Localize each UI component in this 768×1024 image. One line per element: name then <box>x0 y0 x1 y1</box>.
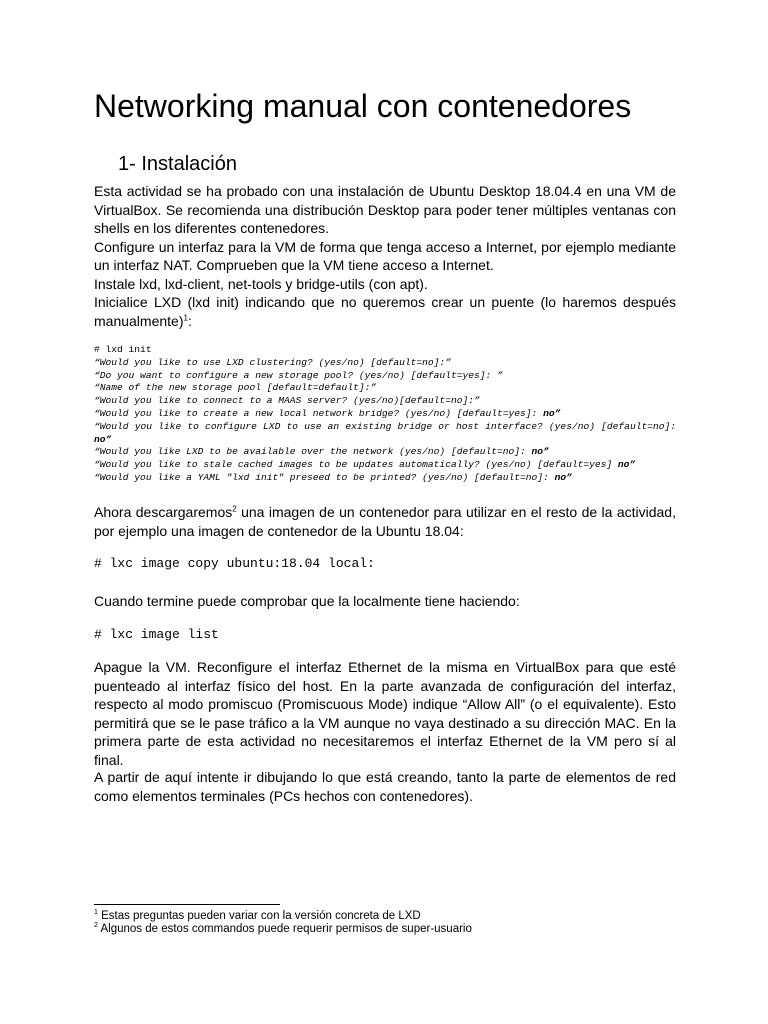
lxd-question-5-text: “Would you like to create a new local network bridge? (yes/no) [default=yes]: <box>94 407 538 419</box>
intro-line-1: Esta actividad se ha probado con una instalación de Ubuntu Desktop 18.04.4 en una VM de VirtualBox. Se recomienda una distribución Desktop para poder tener múltiples ventanas con shells en los diferentes contenedores. <box>94 183 676 236</box>
footnote-2 <box>94 922 472 936</box>
footnote-2-text: Algunos de estos commandos puede requerir permisos de super-usuario <box>97 923 472 935</box>
lxd-init-block <box>94 344 676 485</box>
footnote-ref-1: 1 <box>183 312 188 322</box>
lxd-question-6-text: “Would you like to configure LXD to use an existing bridge or host interface? (yes/no) [default=no]: <box>94 420 676 432</box>
intro-line-4-end: : <box>187 312 192 329</box>
footnote-1 <box>94 909 421 923</box>
lxd-question-5 <box>94 408 676 421</box>
lxd-question-9-text: “Would you like a YAML "lxd init" preseed to be printed? (yes/no) [default=no]: <box>94 471 549 483</box>
intro-line-2: Configure un interfaz para la VM de forma que tenga acceso a Internet, por ejemplo mediante un interfaz NAT. Comprueben que la VM tiene acceso a Internet. <box>94 238 676 273</box>
vm-paragraph <box>94 658 676 769</box>
footnote-separator <box>94 904 280 905</box>
intro-paragraphs <box>94 182 676 330</box>
lxd-answer-6: no” <box>94 433 112 445</box>
lxd-question-6 <box>94 421 676 447</box>
lxd-answer-8: no” <box>612 459 636 471</box>
section-heading: 1- Instalación <box>118 153 237 175</box>
lxd-answer-5: no” <box>537 407 561 419</box>
lxd-question-8 <box>94 459 676 472</box>
footnote-ref-2: 2 <box>232 504 237 514</box>
lxd-question-3: “Name of the new storage pool [default=default]:” <box>94 382 377 394</box>
image-copy-command: # lxc image copy ubuntu:18.04 local: <box>94 556 375 571</box>
intro-line-4-text: Inicialice LXD (lxd init) indicando que no queremos crear un puente (lo haremos después manualmente) <box>94 294 676 329</box>
download-text <box>94 503 676 540</box>
draw-text: A partir de aquí intente ir dibujando lo que está creando, tanto la parte de elementos de red como elementos terminales (PCs hechos con contenedores). <box>94 769 676 804</box>
lxd-question-1: “Would you like to use LXD clustering? (yes/no) [default=no]:” <box>94 356 451 368</box>
draw-paragraph <box>94 768 676 805</box>
document-title: Networking manual con contenedores <box>94 88 632 124</box>
lxd-question-2: “Do you want to configure a new storage pool? (yes/no) [default=yes]: ” <box>94 369 503 381</box>
lxd-init-command: # lxd init <box>94 344 152 355</box>
intro-line-3: Instale lxd, lxd-client, net-tools y bridge-utils (con apt). <box>94 275 428 292</box>
lxd-question-7-text: “Would you like LXD to be available over the network (yes/no) [default=no]: <box>94 446 526 458</box>
check-paragraph <box>94 592 676 611</box>
lxd-question-7 <box>94 446 676 459</box>
intro-line-4 <box>94 293 676 330</box>
lxd-answer-9: no” <box>548 471 572 483</box>
lxd-answer-7: no” <box>525 446 549 458</box>
download-text-b: una imagen de un contenedor para utilizar en el resto de la actividad, por ejemplo una imagen de contenedor de la Ubuntu 18.04: <box>94 504 676 539</box>
check-text: Cuando termine puede comprobar que la localmente tiene haciendo: <box>94 593 520 609</box>
lxd-question-8-text: “Would you like to stale cached images to be updates automatically? (yes/no) [default=yes] <box>94 459 613 471</box>
lxd-question-4: “Would you like to connect to a MAAS server? (yes/no)[default=no]:” <box>94 395 480 407</box>
download-paragraph <box>94 503 676 540</box>
lxd-question-9 <box>94 472 676 485</box>
footnote-1-number: 1 <box>94 909 98 917</box>
vm-text: Apague la VM. Reconfigure el interfaz Ethernet de la misma en VirtualBox para que esté puenteado al interfaz físico del host. En la parte avanzada de configuración del interfaz, respecto al modo promiscuo (Promiscuous Mode) indique “Allow All” (o el equivalente). Esto permitirá que se le pase tráfico a la VM aunque no vaya destinado a su dirección MAC. En la primera parte de esta actividad no necesitaremos el interfaz Ethernet de la VM pero sí al final. <box>94 659 676 768</box>
image-list-command: # lxc image list <box>94 627 219 642</box>
footnote-2-number: 2 <box>94 922 98 930</box>
download-text-a: Ahora descargaremos <box>94 504 233 520</box>
footnote-1-text: Estas preguntas pueden variar con la versión concreta de LXD <box>97 910 421 922</box>
